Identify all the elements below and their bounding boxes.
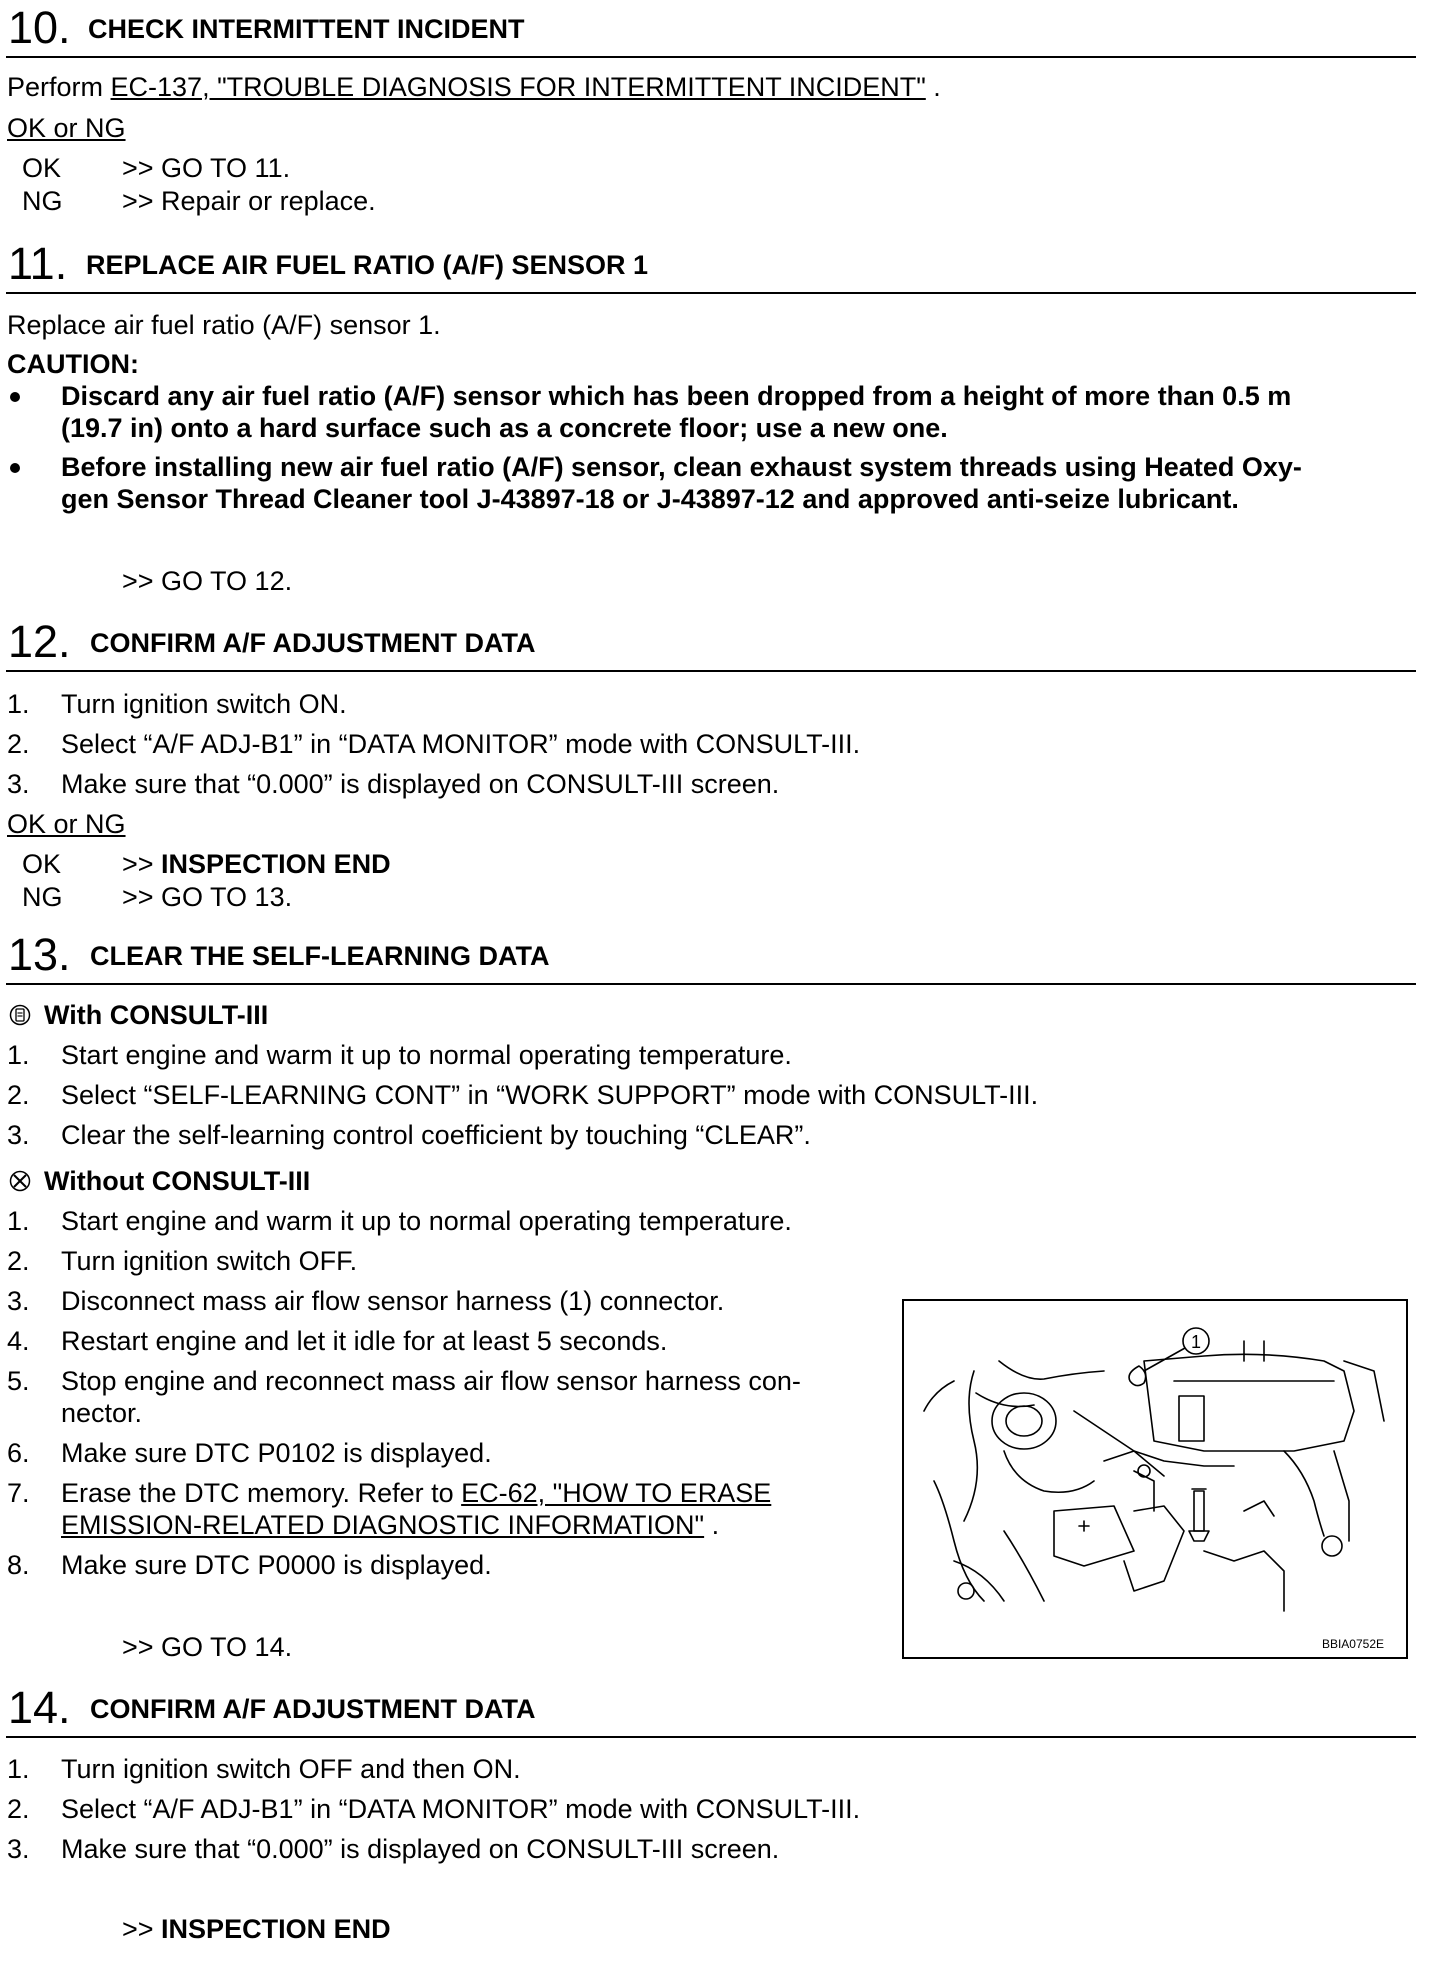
section-12-title: CONFIRM A/F ADJUSTMENT DATA: [90, 628, 536, 658]
link-ec-137[interactable]: EC-137, "TROUBLE DIAGNOSIS FOR INTERMITTENT INCIDENT": [110, 72, 926, 102]
step-number: 3.: [7, 1286, 30, 1316]
section-11-title: REPLACE AIR FUEL RATIO (A/F) SENSOR 1: [86, 250, 649, 280]
step-number: 3.: [7, 1120, 30, 1150]
step-number: 1.: [7, 1040, 30, 1070]
without-step-2: Turn ignition switch OFF.: [61, 1246, 358, 1276]
bullet-icon: [10, 463, 20, 473]
step-number: 1.: [7, 689, 30, 719]
step-number: 3.: [7, 769, 30, 799]
without-step-5-line-2: nector.: [61, 1398, 143, 1428]
section-10-perform: Perform EC-137, "TROUBLE DIAGNOSIS FOR INTERMITTENT INCIDENT" .: [7, 72, 941, 102]
section-11-body: Replace air fuel ratio (A/F) sensor 1.: [7, 310, 441, 340]
without-step-6: Make sure DTC P0102 is displayed.: [61, 1438, 492, 1468]
section-14-title: CONFIRM A/F ADJUSTMENT DATA: [90, 1694, 536, 1724]
section-12-step-3: Make sure that “0.000” is displayed on CONSULT-III screen.: [61, 769, 780, 799]
section-10-ng-action: >> Repair or replace.: [122, 186, 376, 216]
section-10-number: 10.: [8, 2, 71, 53]
section-10-title: CHECK INTERMITTENT INCIDENT: [88, 14, 525, 44]
section-11-goto: >> GO TO 12.: [122, 566, 293, 596]
link-ec-62-cont[interactable]: EMISSION-RELATED DIAGNOSTIC INFORMATION": [61, 1510, 705, 1540]
caution-heading: CAUTION:: [7, 349, 139, 379]
step-number: 7.: [7, 1478, 30, 1508]
with-step-2: Select “SELF-LEARNING CONT” in “WORK SUPPORT” mode with CONSULT-III.: [61, 1080, 1039, 1110]
caution-bullet-2-line-2: gen Sensor Thread Cleaner tool J-43897-18 or J-43897-12 and approved anti-seize lubricant.: [61, 484, 1239, 514]
section-12-step-1: Turn ignition switch ON.: [61, 689, 347, 719]
section-12-ok-action: >> INSPECTION END: [122, 849, 391, 879]
caution-bullet-1-line-1: Discard any air fuel ratio (A/F) sensor which has been dropped from a height of more than 0.5 m: [61, 381, 1292, 411]
section-12-step-2: Select “A/F ADJ-B1” in “DATA MONITOR” mode with CONSULT-III.: [61, 729, 861, 759]
step-number: 6.: [7, 1438, 30, 1468]
section-12-ng-action: >> GO TO 13.: [122, 882, 293, 912]
without-step-7-line-1: Erase the DTC memory. Refer to EC-62, "HOW TO ERASE: [61, 1478, 772, 1508]
section-14-number: 14.: [8, 1682, 71, 1733]
step-number: 4.: [7, 1326, 30, 1356]
step-number: 3.: [7, 1834, 30, 1864]
engine-illustration: [904, 1301, 1406, 1657]
section-13-rule: [6, 983, 1416, 985]
section-12-ng-label: NG: [22, 882, 63, 912]
step-number: 2.: [7, 1080, 30, 1110]
without-step-7-line-2: EMISSION-RELATED DIAGNOSTIC INFORMATION" .: [61, 1510, 720, 1540]
link-ec-62[interactable]: EC-62, "HOW TO ERASE: [461, 1478, 772, 1508]
bullet-icon: [10, 392, 20, 402]
section-14-end: >> INSPECTION END: [122, 1914, 391, 1944]
consult-tool-icon: [9, 1004, 31, 1026]
without-step-8: Make sure DTC P0000 is displayed.: [61, 1550, 492, 1580]
section-11-number: 11.: [8, 238, 68, 289]
with-consult-heading: With CONSULT-III: [44, 1000, 269, 1030]
step-number: 2.: [7, 1246, 30, 1276]
step-number: 8.: [7, 1550, 30, 1580]
without-step-3: Disconnect mass air flow sensor harness (1) connector.: [61, 1286, 725, 1316]
section-14-step-2: Select “A/F ADJ-B1” in “DATA MONITOR” mode with CONSULT-III.: [61, 1794, 861, 1824]
step-number: 2.: [7, 729, 30, 759]
section-10-ok-label: OK: [22, 153, 62, 183]
section-13-number: 13.: [8, 929, 71, 980]
section-13-title: CLEAR THE SELF-LEARNING DATA: [90, 941, 550, 971]
figure-code: BBIA0752E: [1321, 1637, 1384, 1651]
figure-callout-1: 1: [1190, 1332, 1202, 1352]
section-10-ng-label: NG: [22, 186, 63, 216]
section-13-goto: >> GO TO 14.: [122, 1632, 293, 1662]
section-10-ok-or-ng: OK or NG: [7, 113, 126, 143]
without-step-5-line-1: Stop engine and reconnect mass air flow sensor harness con-: [61, 1366, 801, 1396]
section-12-number: 12.: [8, 616, 71, 667]
with-step-1: Start engine and warm it up to normal operating temperature.: [61, 1040, 792, 1070]
section-14-rule: [6, 1736, 1416, 1738]
section-12-ok-label: OK: [22, 849, 62, 879]
step-number: 5.: [7, 1366, 30, 1396]
section-11-rule: [6, 292, 1416, 294]
with-step-3: Clear the self-learning control coefficient by touching “CLEAR”.: [61, 1120, 811, 1150]
step-number: 2.: [7, 1794, 30, 1824]
without-step-4: Restart engine and let it idle for at least 5 seconds.: [61, 1326, 668, 1356]
section-10-ok-action: >> GO TO 11.: [122, 153, 291, 183]
caution-bullet-1-line-2: (19.7 in) onto a hard surface such as a concrete floor; use a new one.: [61, 413, 948, 443]
section-12-ok-or-ng: OK or NG: [7, 809, 126, 839]
section-12-rule: [6, 670, 1416, 672]
no-tool-icon: [9, 1170, 31, 1192]
step-number: 1.: [7, 1754, 30, 1784]
caution-bullet-2-line-1: Before installing new air fuel ratio (A/F) sensor, clean exhaust system threads using Heated Oxy-: [61, 452, 1302, 482]
section-14-step-1: Turn ignition switch OFF and then ON.: [61, 1754, 521, 1784]
without-step-1: Start engine and warm it up to normal operating temperature.: [61, 1206, 792, 1236]
engine-figure: [902, 1299, 1408, 1659]
without-consult-heading: Without CONSULT-III: [44, 1166, 311, 1196]
section-14-step-3: Make sure that “0.000” is displayed on CONSULT-III screen.: [61, 1834, 780, 1864]
section-10-rule: [6, 56, 1416, 58]
step-number: 1.: [7, 1206, 30, 1236]
